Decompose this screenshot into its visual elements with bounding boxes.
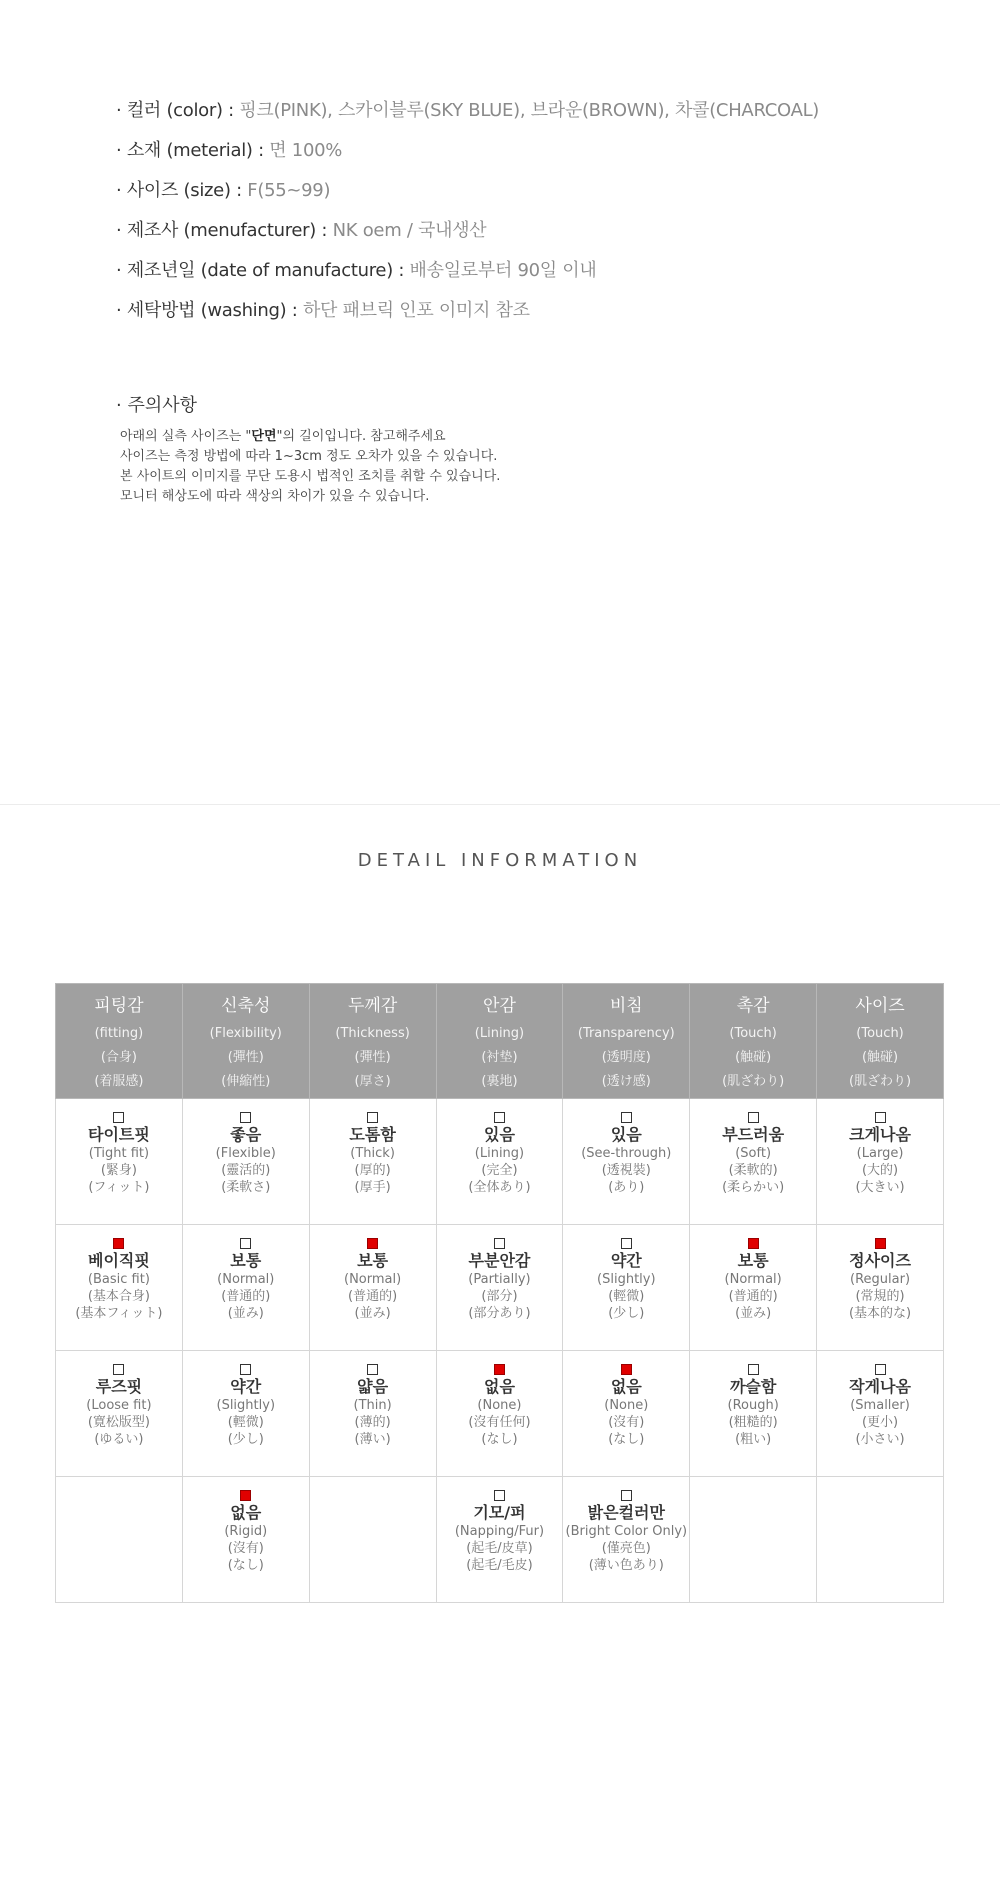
cell-title: 보통 — [737, 1251, 769, 1270]
cell-title: 부분안감 — [468, 1251, 531, 1270]
detail-cell — [690, 1351, 817, 1477]
notice-line — [116, 427, 976, 447]
detail-header-cell — [817, 984, 944, 1099]
detail-cell — [56, 1351, 183, 1477]
cell-subtitle: (Lining) — [474, 1146, 525, 1161]
detail-cell — [182, 1099, 309, 1225]
cell-subtitle: (輕微) — [227, 1415, 264, 1430]
header-subtitle: (Lining) — [474, 1026, 525, 1041]
cell-title: 부드러움 — [722, 1125, 785, 1144]
header-subtitle: (Flexibility) — [209, 1026, 282, 1041]
header-subtitle: (厚さ) — [354, 1074, 391, 1089]
header-title: 비침 — [609, 996, 643, 1016]
cell-subtitle: (並み) — [735, 1306, 772, 1321]
cell-subtitle: (沒有任何) — [468, 1415, 531, 1430]
cell-subtitle: (Rough) — [727, 1398, 779, 1413]
header-title: 촉감 — [736, 996, 770, 1016]
cell-subtitle: (Normal) — [344, 1272, 402, 1287]
unchecked-box-icon — [113, 1364, 124, 1375]
cell-subtitle: (薄い色あり) — [588, 1558, 664, 1573]
cell-subtitle: (基本フィット) — [75, 1306, 163, 1321]
detail-cell — [563, 1225, 690, 1351]
unchecked-box-icon — [367, 1364, 378, 1375]
detail-row — [56, 1225, 944, 1351]
cell-subtitle: (柔軟さ) — [221, 1180, 271, 1195]
cell-title: 있음 — [483, 1125, 515, 1144]
header-title: 신축성 — [221, 996, 271, 1016]
detail-table — [55, 983, 944, 1603]
cell-subtitle: (ゆるい) — [94, 1432, 144, 1447]
cell-title: 타이트핏 — [88, 1125, 150, 1144]
detail-header-cell — [182, 984, 309, 1099]
cell-subtitle: (厚的) — [354, 1163, 391, 1178]
detail-header-cell — [56, 984, 183, 1099]
cell-subtitle: (基本合身) — [87, 1289, 150, 1304]
unchecked-box-icon — [875, 1112, 886, 1123]
notice-emphasis: 단면 — [251, 429, 277, 444]
spec-value: NK oem / 국내생산 — [332, 220, 487, 241]
cell-subtitle: (Thin) — [353, 1398, 392, 1413]
cell-subtitle: (普通的) — [348, 1289, 398, 1304]
unchecked-box-icon — [748, 1112, 759, 1123]
cell-subtitle: (フィット) — [88, 1180, 150, 1195]
cell-subtitle: (基本的な) — [848, 1306, 912, 1321]
cell-subtitle: (部分あり) — [468, 1306, 531, 1321]
header-subtitle: (彈性) — [354, 1050, 391, 1065]
spec-color — [116, 98, 976, 138]
unchecked-box-icon — [494, 1238, 505, 1249]
cell-title: 없음 — [230, 1503, 262, 1522]
spec-label: · 제조년일 (date of manufacture) : — [116, 260, 410, 281]
cell-subtitle: (沒有) — [227, 1541, 264, 1556]
detail-cell — [309, 1351, 436, 1477]
cell-subtitle: (完全) — [481, 1163, 518, 1178]
detail-cell — [56, 1099, 183, 1225]
cell-subtitle: (Normal) — [724, 1272, 782, 1287]
checked-box-icon — [621, 1364, 632, 1375]
detail-cell — [563, 1351, 690, 1477]
header-title: 사이즈 — [855, 996, 905, 1016]
cell-subtitle: (大きい) — [855, 1180, 905, 1195]
unchecked-box-icon — [621, 1490, 632, 1501]
notice-title: · 주의사항 — [116, 395, 197, 416]
detail-cell — [309, 1099, 436, 1225]
header-subtitle: (着服感) — [94, 1074, 144, 1089]
header-subtitle: (触碰) — [735, 1050, 772, 1065]
cell-title: 밝은컬러만 — [587, 1503, 665, 1522]
cell-subtitle: (大的) — [861, 1163, 899, 1178]
cell-subtitle: (See-through) — [581, 1146, 672, 1161]
header-subtitle: (Thickness) — [335, 1026, 410, 1041]
cell-subtitle: (Basic fit) — [87, 1272, 150, 1287]
cell-subtitle: (寛松版型) — [87, 1415, 150, 1430]
cell-subtitle: (Flexible) — [215, 1146, 276, 1161]
spec-value: 면 100% — [269, 140, 343, 161]
cell-subtitle: (薄い) — [354, 1432, 391, 1447]
cell-subtitle: (Regular) — [850, 1272, 911, 1287]
cell-subtitle: (Loose fit) — [86, 1398, 152, 1413]
notice-line: 본 사이트의 이미지를 무단 도용시 법적인 조치를 취할 수 있습니다. — [120, 469, 501, 484]
detail-row — [56, 1099, 944, 1225]
cell-subtitle: (少し) — [608, 1306, 645, 1321]
cell-subtitle: (起毛/皮草) — [466, 1541, 533, 1556]
unchecked-box-icon — [621, 1112, 632, 1123]
header-subtitle: (彈性) — [227, 1050, 264, 1065]
cell-title: 보통 — [357, 1251, 389, 1270]
detail-cell — [690, 1099, 817, 1225]
cell-subtitle: (Partially) — [468, 1272, 531, 1287]
detail-header-row — [56, 984, 944, 1099]
cell-subtitle: (常規的) — [855, 1289, 905, 1304]
cell-subtitle: (普通的) — [728, 1289, 778, 1304]
detail-cell — [436, 1477, 563, 1603]
detail-cell — [817, 1099, 944, 1225]
cell-title: 크게나옴 — [849, 1125, 911, 1144]
detail-header-cell — [563, 984, 690, 1099]
detail-cell-empty — [309, 1477, 436, 1603]
detail-cell-empty — [56, 1477, 183, 1603]
cell-subtitle: (Rigid) — [224, 1524, 268, 1539]
unchecked-box-icon — [367, 1112, 378, 1123]
spec-value: 핑크(PINK), 스카이블루(SKY BLUE), 브라운(BROWN), 차콜(CHARCOAL) — [239, 100, 820, 121]
cell-subtitle: (Slightly) — [216, 1398, 276, 1413]
detail-cell-empty — [817, 1477, 944, 1603]
cell-subtitle: (並み) — [227, 1306, 264, 1321]
detail-cell — [563, 1099, 690, 1225]
cell-subtitle: (なし) — [481, 1432, 518, 1447]
cell-subtitle: (Slightly) — [597, 1272, 656, 1287]
detail-cell — [309, 1225, 436, 1351]
cell-subtitle: (Bright Color Only) — [565, 1524, 688, 1539]
cell-subtitle: (小さい) — [855, 1432, 905, 1447]
unchecked-box-icon — [240, 1364, 251, 1375]
cell-subtitle: (薄的) — [354, 1415, 391, 1430]
header-subtitle: (伸縮性) — [221, 1074, 271, 1089]
cell-title: 없음 — [483, 1377, 515, 1396]
checked-box-icon — [748, 1238, 759, 1249]
detail-header-cell — [690, 984, 817, 1099]
header-subtitle: (肌ざわり) — [848, 1074, 912, 1089]
header-subtitle: (肌ざわり) — [722, 1074, 785, 1089]
detail-cell — [436, 1099, 563, 1225]
cell-subtitle: (更小) — [861, 1415, 899, 1430]
unchecked-box-icon — [748, 1364, 759, 1375]
cell-subtitle: (全体あり) — [468, 1180, 531, 1195]
header-subtitle: (透明度) — [601, 1050, 651, 1065]
cell-subtitle: (沒有) — [608, 1415, 645, 1430]
unchecked-box-icon — [113, 1112, 124, 1123]
detail-row — [56, 1477, 944, 1603]
cell-title: 정사이즈 — [849, 1251, 911, 1270]
cell-subtitle: (Normal) — [217, 1272, 275, 1287]
header-subtitle: (触碰) — [861, 1050, 899, 1065]
checked-box-icon — [494, 1364, 505, 1375]
header-subtitle: (fitting) — [94, 1026, 144, 1041]
header-subtitle: (透け感) — [601, 1074, 651, 1089]
detail-cell — [56, 1225, 183, 1351]
cell-title: 베이직핏 — [88, 1251, 150, 1270]
cell-subtitle: (柔らかい) — [722, 1180, 785, 1195]
header-subtitle: (Touch) — [856, 1026, 904, 1041]
unchecked-box-icon — [240, 1112, 251, 1123]
spec-label: · 컬러 (color) : — [116, 100, 240, 121]
spec-label: · 소재 (meterial) : — [116, 140, 270, 161]
cell-subtitle: (粗い) — [735, 1432, 772, 1447]
cell-subtitle: (透視裝) — [601, 1163, 651, 1178]
detail-header-cell — [436, 984, 563, 1099]
cell-title: 도톰함 — [349, 1125, 396, 1144]
detail-row — [56, 1351, 944, 1477]
detail-cell — [563, 1477, 690, 1603]
section-divider — [0, 804, 1000, 805]
cell-title: 얇음 — [357, 1377, 389, 1396]
cell-subtitle: (None) — [604, 1398, 649, 1413]
cell-subtitle: (並み) — [354, 1306, 391, 1321]
notice-text: 아래의 실측 사이즈는 " — [120, 429, 252, 444]
cell-subtitle: (輕微) — [608, 1289, 645, 1304]
unchecked-box-icon — [875, 1364, 886, 1375]
cell-subtitle: (普通的) — [221, 1289, 271, 1304]
checked-box-icon — [240, 1490, 251, 1501]
header-subtitle: (衬垫) — [481, 1050, 518, 1065]
unchecked-box-icon — [494, 1490, 505, 1501]
cell-subtitle: (なし) — [608, 1432, 645, 1447]
spec-label: · 세탁방법 (washing) : — [116, 300, 303, 321]
cell-title: 있음 — [610, 1125, 642, 1144]
detail-cell — [436, 1351, 563, 1477]
cell-title: 까슬함 — [729, 1377, 777, 1396]
cell-subtitle: (なし) — [227, 1558, 264, 1573]
header-subtitle: (裏地) — [481, 1074, 518, 1089]
unchecked-box-icon — [240, 1238, 251, 1249]
detail-body — [56, 1099, 944, 1603]
cell-subtitle: (あり) — [608, 1180, 645, 1195]
header-subtitle: (Transparency) — [577, 1026, 675, 1041]
cell-title: 좋음 — [230, 1125, 262, 1144]
unchecked-box-icon — [621, 1238, 632, 1249]
cell-title: 약간 — [610, 1251, 642, 1270]
detail-cell — [182, 1351, 309, 1477]
header-subtitle: (合身) — [100, 1050, 137, 1065]
checked-box-icon — [113, 1238, 124, 1249]
cell-subtitle: (僅亮色) — [601, 1541, 651, 1556]
spec-washing — [116, 298, 976, 338]
notice-line: 사이즈는 측정 방법에 따라 1~3cm 정도 오차가 있을 수 있습니다. — [120, 449, 498, 464]
detail-cell — [436, 1225, 563, 1351]
cell-subtitle: (柔軟的) — [728, 1163, 778, 1178]
spec-value: F(55~99) — [247, 180, 331, 201]
notice-section — [116, 393, 976, 507]
cell-subtitle: (緊身) — [100, 1163, 137, 1178]
spec-list — [116, 98, 976, 338]
header-title: 두께감 — [347, 996, 398, 1016]
header-subtitle: (Touch) — [729, 1026, 777, 1041]
cell-subtitle: (靈活的) — [221, 1163, 271, 1178]
notice-line: 모니터 해상도에 따라 색상의 차이가 있을 수 있습니다. — [120, 489, 430, 504]
header-title: 안감 — [483, 996, 516, 1016]
cell-subtitle: (起毛/毛皮) — [466, 1558, 533, 1573]
cell-title: 루즈핏 — [95, 1377, 143, 1396]
spec-label: · 제조사 (menufacturer) : — [116, 220, 333, 241]
unchecked-box-icon — [494, 1112, 505, 1123]
spec-label: · 사이즈 (size) : — [116, 180, 248, 201]
spec-value: 배송일로부터 90일 이내 — [409, 260, 597, 281]
cell-subtitle: (少し) — [227, 1432, 264, 1447]
detail-cell-empty — [690, 1477, 817, 1603]
cell-title: 없음 — [610, 1377, 642, 1396]
detail-cell — [817, 1225, 944, 1351]
cell-subtitle: (粗糙的) — [728, 1415, 778, 1430]
spec-value: 하단 패브릭 인포 이미지 참조 — [302, 300, 530, 321]
detail-cell — [182, 1225, 309, 1351]
cell-subtitle: (厚手) — [354, 1180, 391, 1195]
checked-box-icon — [367, 1238, 378, 1249]
cell-subtitle: (Large) — [856, 1146, 904, 1161]
cell-title: 보통 — [230, 1251, 262, 1270]
cell-title: 기모/퍼 — [473, 1503, 526, 1522]
spec-material — [116, 138, 976, 178]
cell-subtitle: (Soft) — [735, 1146, 772, 1161]
detail-header-cell — [309, 984, 436, 1099]
detail-title: DETAIL INFORMATION — [357, 850, 643, 871]
spec-size — [116, 178, 976, 218]
cell-subtitle: (None) — [477, 1398, 522, 1413]
detail-cell — [182, 1477, 309, 1603]
cell-subtitle: (Thick) — [350, 1146, 395, 1161]
cell-title: 약간 — [230, 1377, 262, 1396]
cell-title: 작게나옴 — [849, 1377, 911, 1396]
header-title: 피팅감 — [94, 996, 144, 1016]
checked-box-icon — [875, 1238, 886, 1249]
notice-text: "의 길이입니다. 참고해주세요 — [276, 429, 446, 444]
spec-manufacturer — [116, 218, 976, 258]
detail-cell — [817, 1351, 944, 1477]
cell-subtitle: (Tight fit) — [88, 1146, 150, 1161]
spec-date — [116, 258, 976, 298]
cell-subtitle: (部分) — [481, 1289, 518, 1304]
detail-cell — [690, 1225, 817, 1351]
cell-subtitle: (Smaller) — [850, 1398, 910, 1413]
cell-subtitle: (Napping/Fur) — [454, 1524, 545, 1539]
